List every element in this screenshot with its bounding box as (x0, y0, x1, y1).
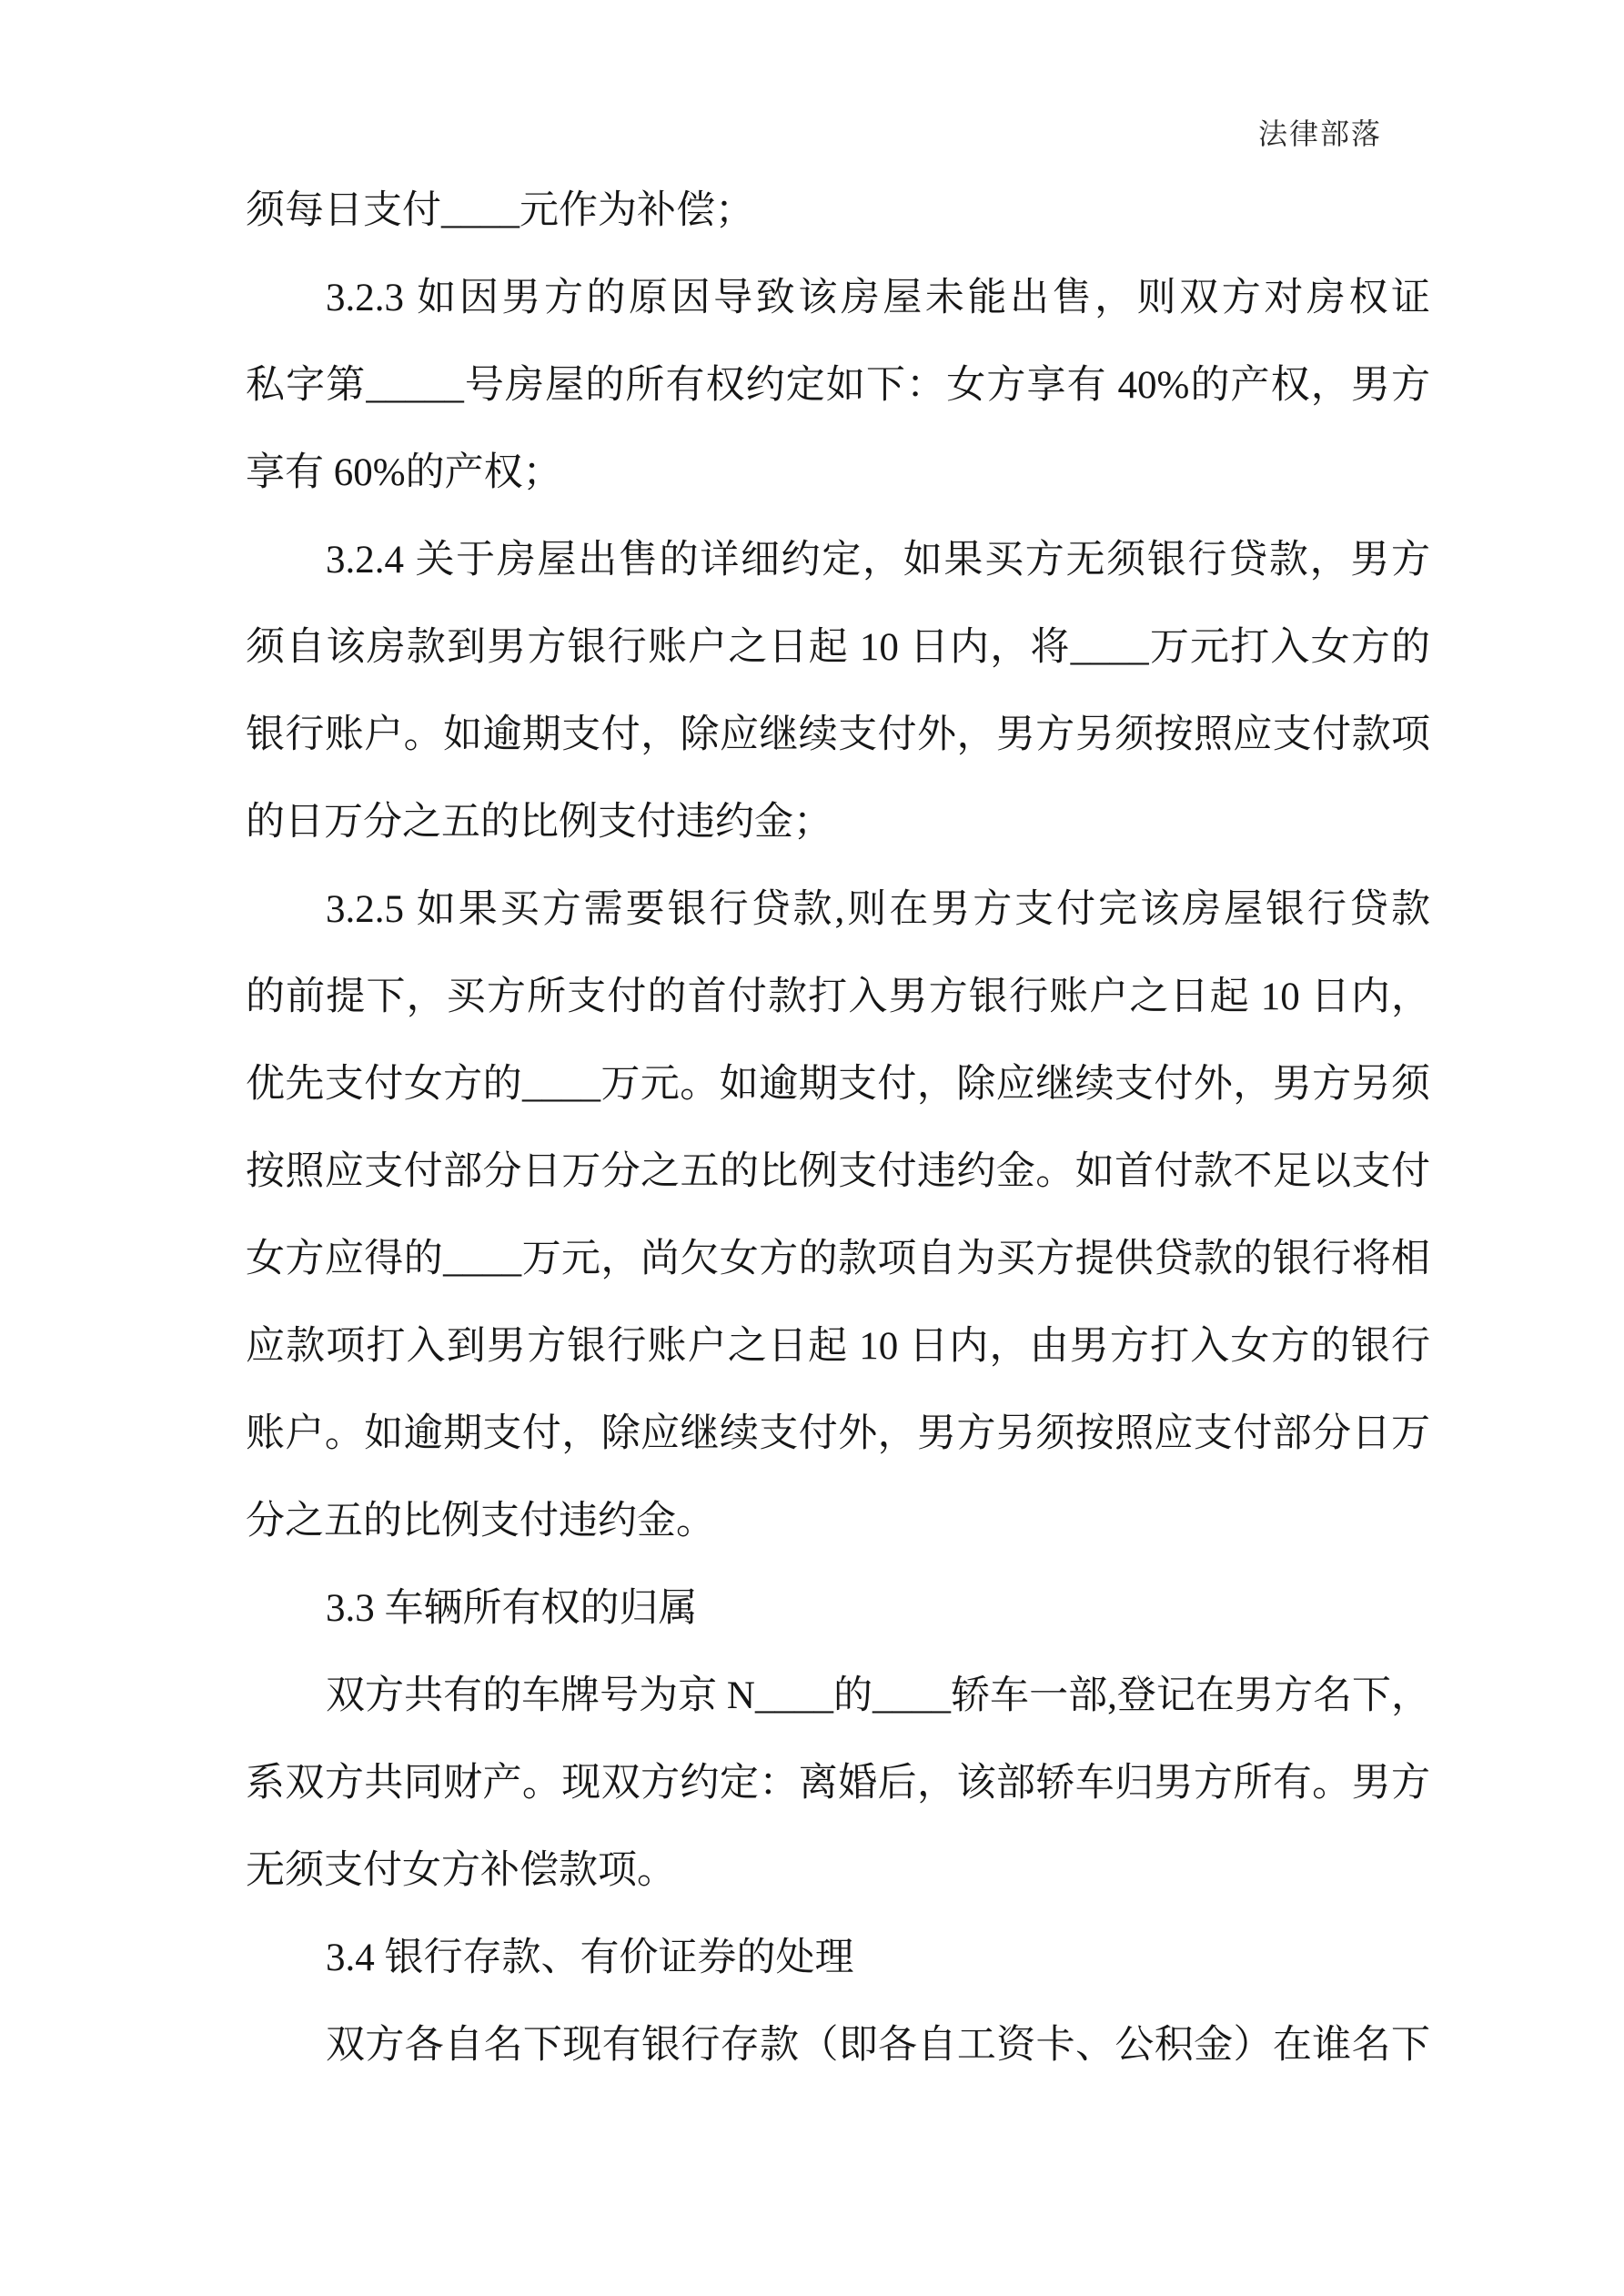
document-body (246, 167, 1430, 2089)
text-line: 享有 60%的产权； (246, 451, 562, 494)
text-line: 系双方共同财产。现双方约定：离婚后，该部轿车归男方所有。男方 (246, 1762, 1430, 1805)
text-line: 3.2.3 如因男方的原因导致该房屋未能出售，则双方对房权证 (326, 277, 1430, 319)
text-line: 女方应得的____万元，尚欠女方的款项自为买方提供贷款的银行将相 (246, 1238, 1430, 1280)
text-line: 账户。如逾期支付，除应继续支付外，男方另须按照应支付部分日万 (246, 1412, 1430, 1455)
text-line: 的前提下，买方所支付的首付款打入男方银行账户之日起 10 日内， (246, 976, 1430, 1018)
text-line: 分之五的比例支付违约金。 (246, 1500, 715, 1542)
text-line: 双方各自名下现有银行存款（即各自工资卡、公积金）在谁名下 (326, 2024, 1430, 2067)
text-line: 的日万分之五的比例支付违约金； (246, 801, 832, 844)
text-line: 应款项打入到男方银行账户之日起 10 日内，由男方打入女方的银行 (246, 1325, 1430, 1368)
section-heading: 3.3 车辆所有权的归属 (326, 1587, 698, 1630)
text-line: 按照应支付部分日万分之五的比例支付违约金。如首付款不足以支付 (246, 1150, 1430, 1193)
text-line: 无须支付女方补偿款项。 (246, 1849, 676, 1892)
text-line: 银行账户。如逾期支付，除应继续支付外，男方另须按照应支付款项 (246, 713, 1430, 756)
text-line: 须每日支付____元作为补偿； (246, 189, 754, 232)
text-line: 3.2.4 关于房屋出售的详细约定，如果买方无须银行贷款，男方 (326, 539, 1430, 582)
text-line: 优先支付女方的____万元。如逾期支付，除应继续支付外，男方另须 (246, 1063, 1430, 1106)
text-line: 双方共有的车牌号为京 N____的____轿车一部,登记在男方名下， (326, 1674, 1430, 1717)
site-watermark: 法律部落 (1257, 117, 1382, 150)
text-line: 须自该房款到男方银行账户之日起 10 日内，将____万元打入女方的 (246, 626, 1430, 669)
text-line: 3.2.5 如果买方需要银行贷款,则在男方支付完该房屋银行贷款 (326, 888, 1430, 931)
text-line: 私字第_____号房屋的所有权约定如下：女方享有 40%的产权，男方 (246, 364, 1430, 407)
section-heading: 3.4 银行存款、有价证券的处理 (326, 1937, 854, 1979)
